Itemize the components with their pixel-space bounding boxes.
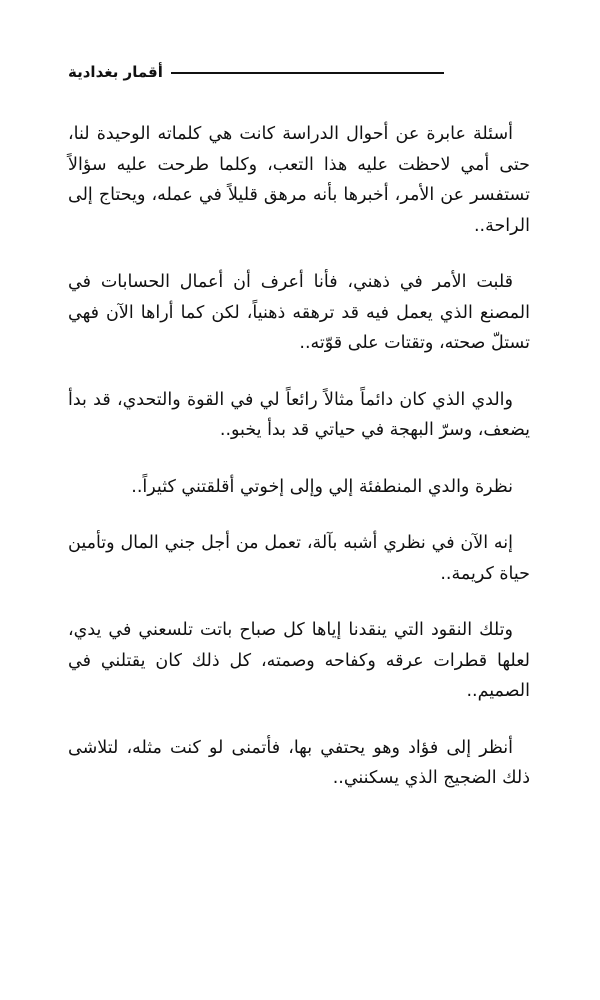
paragraph: أنظر إلى فؤاد وهو يحتفي بها، فأتمنى لو كنت مثله، لتلاشى ذلك الضجيج الذي يسكنني..: [68, 737, 530, 788]
paragraph: قلبت الأمر في ذهني، فأنا أعرف أن أعمال الحسابات في المصنع الذي يعمل فيه قد ترهقه ذهنياً، لكن كما أراها الآن فهي تستلّ صحته، وتقتات على قوّته..: [68, 272, 530, 353]
header-rule: [171, 72, 444, 74]
running-header: [68, 58, 444, 86]
paragraph: نظرة والدي المنطفئة إلي وإلى إخوتي أقلقتني كثيراً..: [131, 476, 513, 497]
body-text: [68, 119, 530, 820]
paragraph: أسئلة عابرة عن أحوال الدراسة كانت هي كلماته الوحيدة لنا، حتى أمي لاحظت عليه هذا التعب، وكلما طرحت عليه سؤالاً تستفسر عن الأمر، أخبرها بأنه مرهق قليلاً في عمله، ويحتاج إلى الراحة..: [68, 124, 530, 236]
paragraph: وتلك النقود التي ينقدنا إياها كل صباح باتت تلسعني في يدي، لعلها قطرات عرقه وكفاحه وصمته، كل ذلك كان يقتلني في الصميم..: [68, 620, 530, 701]
running-title: أقمار بغدادية: [68, 62, 163, 81]
paragraph: إنه الآن في نظري أشبه بآلة، تعمل من أجل جني المال وتأمين حياة كريمة..: [68, 533, 530, 584]
paragraph: والدي الذي كان دائماً مثالاً رائعاً لي في القوة والتحدي، قد بدأ يضعف، وسرّ البهجة في حياتي قد بدأ يخبو..: [68, 389, 530, 440]
